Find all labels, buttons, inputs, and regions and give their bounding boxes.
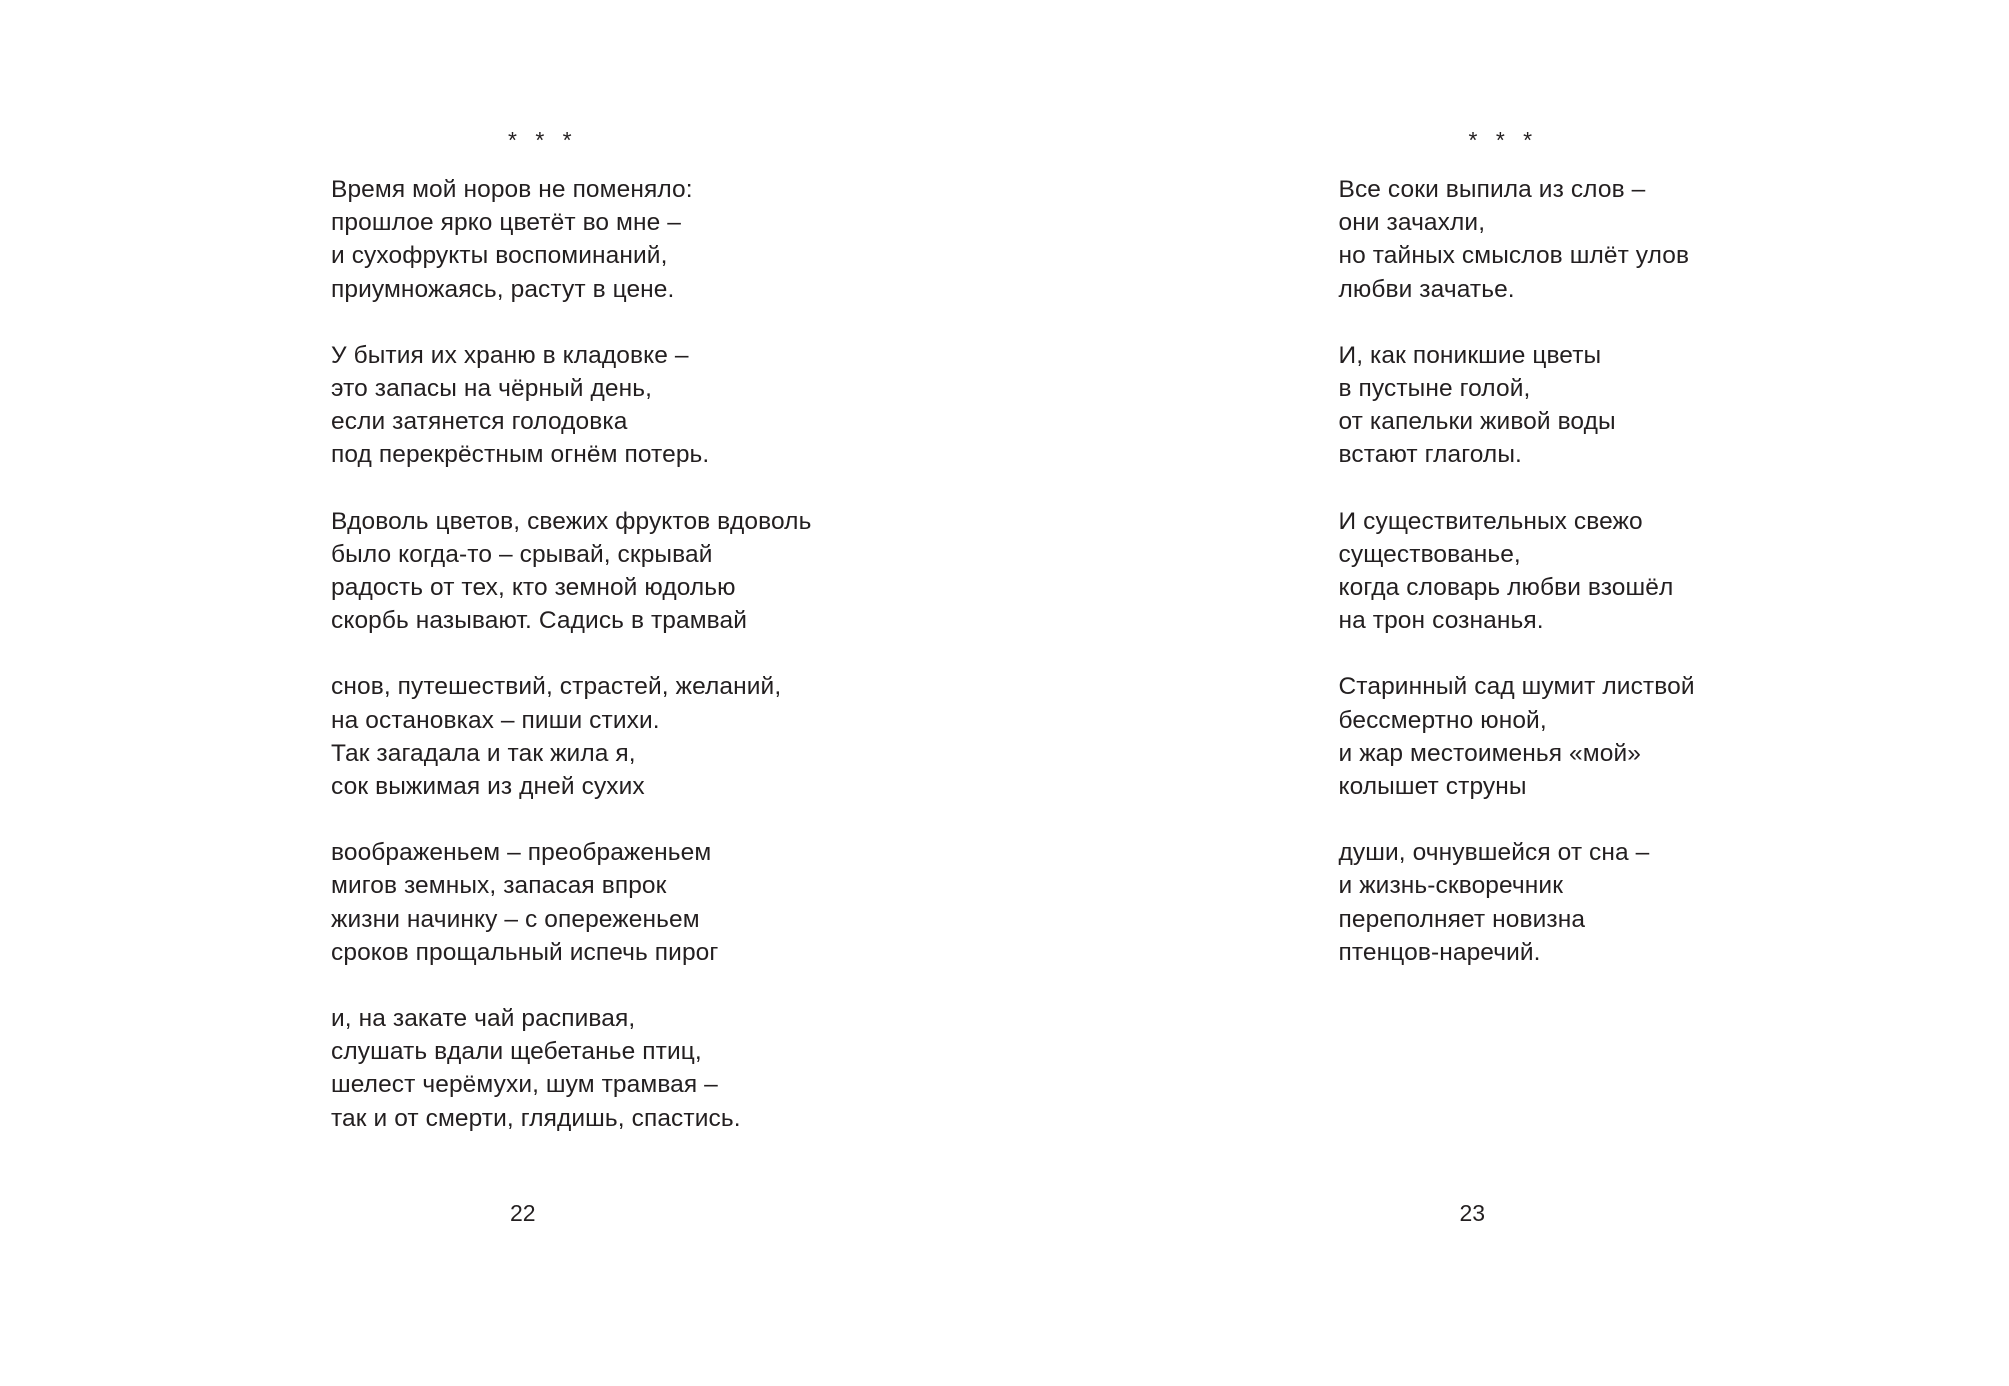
stanza	[331, 173, 811, 306]
poem-line: под перекрёстным огнём потерь.	[331, 441, 710, 469]
stanza	[331, 1002, 811, 1135]
stanza	[331, 505, 811, 638]
poem-line: скорбь называют. Садись в трамвай	[331, 607, 748, 635]
poem-line: Старинный сад шумит листвой	[1338, 673, 1695, 701]
poem-line: Время мой норов не поменяло:	[331, 176, 693, 203]
poem-line: если затянется голодовка	[331, 408, 628, 436]
poem-line: это запасы на чёрный день,	[331, 375, 652, 403]
poem-line: Вдоволь цветов, свежих фруктов вдоволь	[331, 507, 812, 535]
page-number-right: 23	[1459, 1200, 1486, 1226]
poem-line: воображеньем – преображеньем	[331, 839, 712, 867]
poem-line: снов, путешествий, страстей, желаний,	[331, 673, 782, 701]
poem-line: когда словарь любви взошёл	[1338, 574, 1674, 602]
poem-line: они зачахли,	[1338, 209, 1486, 237]
stanza	[1339, 505, 1695, 638]
poem-line: но тайных смыслов шлёт улов	[1338, 242, 1690, 270]
poem-line: было когда-то – срывай, скрывай	[331, 540, 713, 568]
poem-line: жизни начинку – с опереженьем	[331, 905, 700, 933]
poem-line: души, очнувшейся от сна –	[1338, 839, 1650, 867]
poem-line: слушать вдали щебетанье птиц,	[331, 1038, 702, 1066]
poem-line: и сухофрукты воспоминаний,	[331, 242, 668, 270]
poem-line: У бытия их храню в кладовке –	[331, 341, 689, 369]
poem-line: и, на закате чай распивая,	[331, 1005, 636, 1033]
poem-line: существованье,	[1338, 540, 1521, 568]
stanza	[331, 339, 811, 472]
poem-line: мигов земных, запасая впрок	[331, 872, 667, 900]
poem-line: и жизнь-скворечник	[1338, 872, 1564, 900]
poem-line: прошлое ярко цветёт во мне –	[331, 209, 681, 237]
poem-body-right	[1339, 125, 1695, 969]
poem-line: переполняет новизна	[1338, 905, 1586, 933]
poem-line: радость от тех, кто земной юдолью	[331, 574, 736, 602]
poem-line: сроков прощальный испечь пирог	[331, 938, 719, 966]
poem-line: И существительных свежо	[1338, 507, 1643, 535]
stanza	[1339, 339, 1695, 472]
poem-line: бессмертно юной,	[1338, 706, 1547, 734]
poem-line: сок выжимая из дней сухих	[331, 773, 645, 801]
section-separator-left: * * *	[508, 127, 578, 153]
poem-line: на трон сознанья.	[1338, 607, 1544, 635]
stanza	[1339, 670, 1695, 803]
stanza	[331, 836, 811, 969]
section-separator-right: * * *	[1468, 127, 1539, 153]
poem-line: птенцов-наречий.	[1338, 938, 1541, 966]
stanza	[1339, 836, 1695, 969]
poem-line: в пустыне голой,	[1338, 375, 1531, 403]
poem-line: шелест черёмухи, шум трамвая –	[331, 1071, 718, 1099]
poem-line: Так загадала и так жила я,	[331, 739, 636, 767]
stanza	[1339, 173, 1695, 306]
poem-line: колышет струны	[1338, 773, 1527, 801]
page-number-left: 22	[510, 1200, 536, 1226]
stanza	[331, 670, 811, 803]
page-right	[1005, 0, 2009, 1386]
poem-line: Все соки выпила из слов –	[1338, 176, 1646, 203]
poem-line: И, как поникшие цветы	[1338, 341, 1602, 369]
poem-body-left	[331, 125, 811, 1135]
poem-line: так и от смерти, глядишь, спастись.	[331, 1104, 741, 1132]
poem-line: любви зачатье.	[1338, 275, 1515, 303]
poem-line: и жар местоименья «мой»	[1338, 739, 1641, 767]
poem-line: встают глаголы.	[1338, 441, 1522, 469]
poem-line: от капельки живой воды	[1338, 408, 1616, 436]
poem-line: приумножаясь, растут в цене.	[331, 275, 675, 303]
poem-line: на остановках – пиши стихи.	[331, 706, 660, 734]
